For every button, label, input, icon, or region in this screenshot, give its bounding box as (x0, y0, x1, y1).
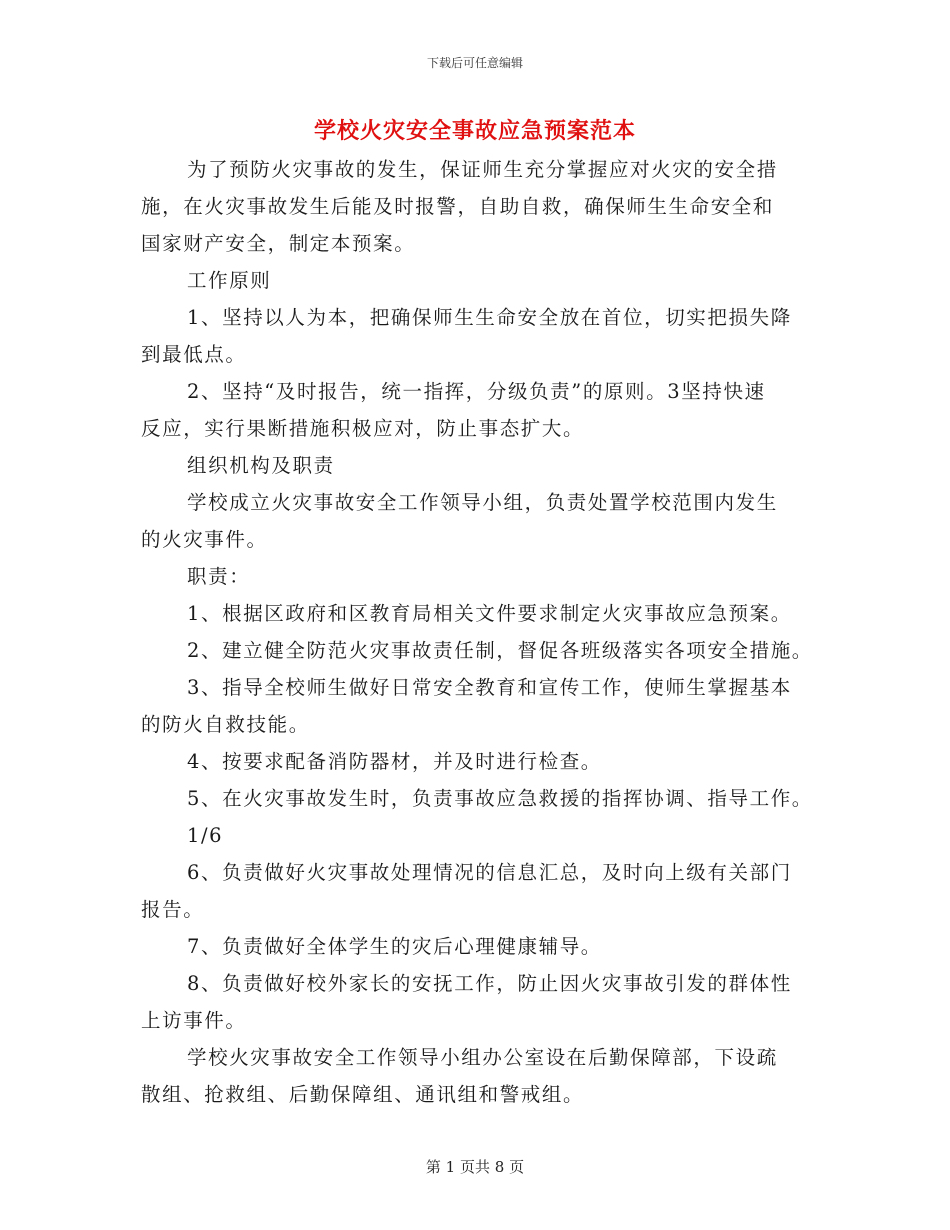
list-item: 5、在火灾事故发生时，负责事故应急救援的指挥协调、指导工作。 (187, 787, 813, 810)
inline-page-marker: 1/6 (187, 824, 224, 847)
list-item: 1、根据区政府和区教育局相关文件要求制定火灾事故应急预案。 (187, 602, 792, 625)
section-heading: 工作原则 (187, 269, 272, 292)
paragraph-line: 的火灾事件。 (141, 528, 268, 551)
paragraph-line: 施，在火灾事故发生后能及时报警，自助自救，确保师生生命安全和 (141, 195, 775, 218)
paragraph-line: 为了预防火灾事故的发生，保证师生充分掌握应对火灾的安全措 (187, 158, 778, 181)
list-item: 2、建立健全防范火灾事故责任制，督促各班级落实各项安全措施。 (187, 639, 813, 662)
paragraph-line: 2、坚持“及时报告，统一指挥，分级负责”的原则。3坚持快速 (187, 380, 766, 403)
list-item-continuation: 的防火自救技能。 (141, 713, 310, 736)
list-item: 3、指导全校师生做好日常安全教育和宣传工作，使师生掌握基本 (187, 676, 792, 699)
list-item-continuation: 报告。 (141, 898, 205, 921)
list-item: 6、负责做好火灾事故处理情况的信息汇总，及时向上级有关部门 (187, 861, 792, 884)
document-title: 学校火灾安全事故应急预案范本 (313, 118, 636, 144)
list-item: 8、负责做好校外家长的安抚工作，防止因火灾事故引发的群体性 (187, 972, 792, 995)
paragraph-line: 散组、抢救组、后勤保障组、通讯组和警戒组。 (141, 1083, 585, 1106)
paragraph-line: 到最低点。 (141, 343, 247, 366)
paragraph-line: 学校火灾事故安全工作领导小组办公室设在后勤保障部，下设疏 (187, 1046, 778, 1069)
list-item: 4、按要求配备消防器材，并及时进行检查。 (187, 750, 602, 773)
paragraph-line: 1、坚持以人为本，把确保师生生命安全放在首位，切实把损失降 (187, 306, 792, 329)
header-note: 下载后可任意编辑 (426, 56, 523, 70)
paragraph-line: 学校成立火灾事故安全工作领导小组，负责处置学校范围内发生 (187, 491, 778, 514)
page-footer: 第 1 页共 8 页 (425, 1158, 525, 1176)
list-item-continuation: 上访事件。 (141, 1009, 247, 1032)
paragraph-line: 反应，实行果断措施积极应对，防止事态扩大。 (141, 417, 585, 440)
section-heading: 组织机构及职责 (187, 454, 335, 477)
section-heading: 职责： (187, 565, 251, 588)
paragraph-line: 国家财产安全，制定本预案。 (141, 232, 416, 255)
document-body (141, 151, 821, 1113)
list-item: 7、负责做好全体学生的灾后心理健康辅导。 (187, 935, 602, 958)
